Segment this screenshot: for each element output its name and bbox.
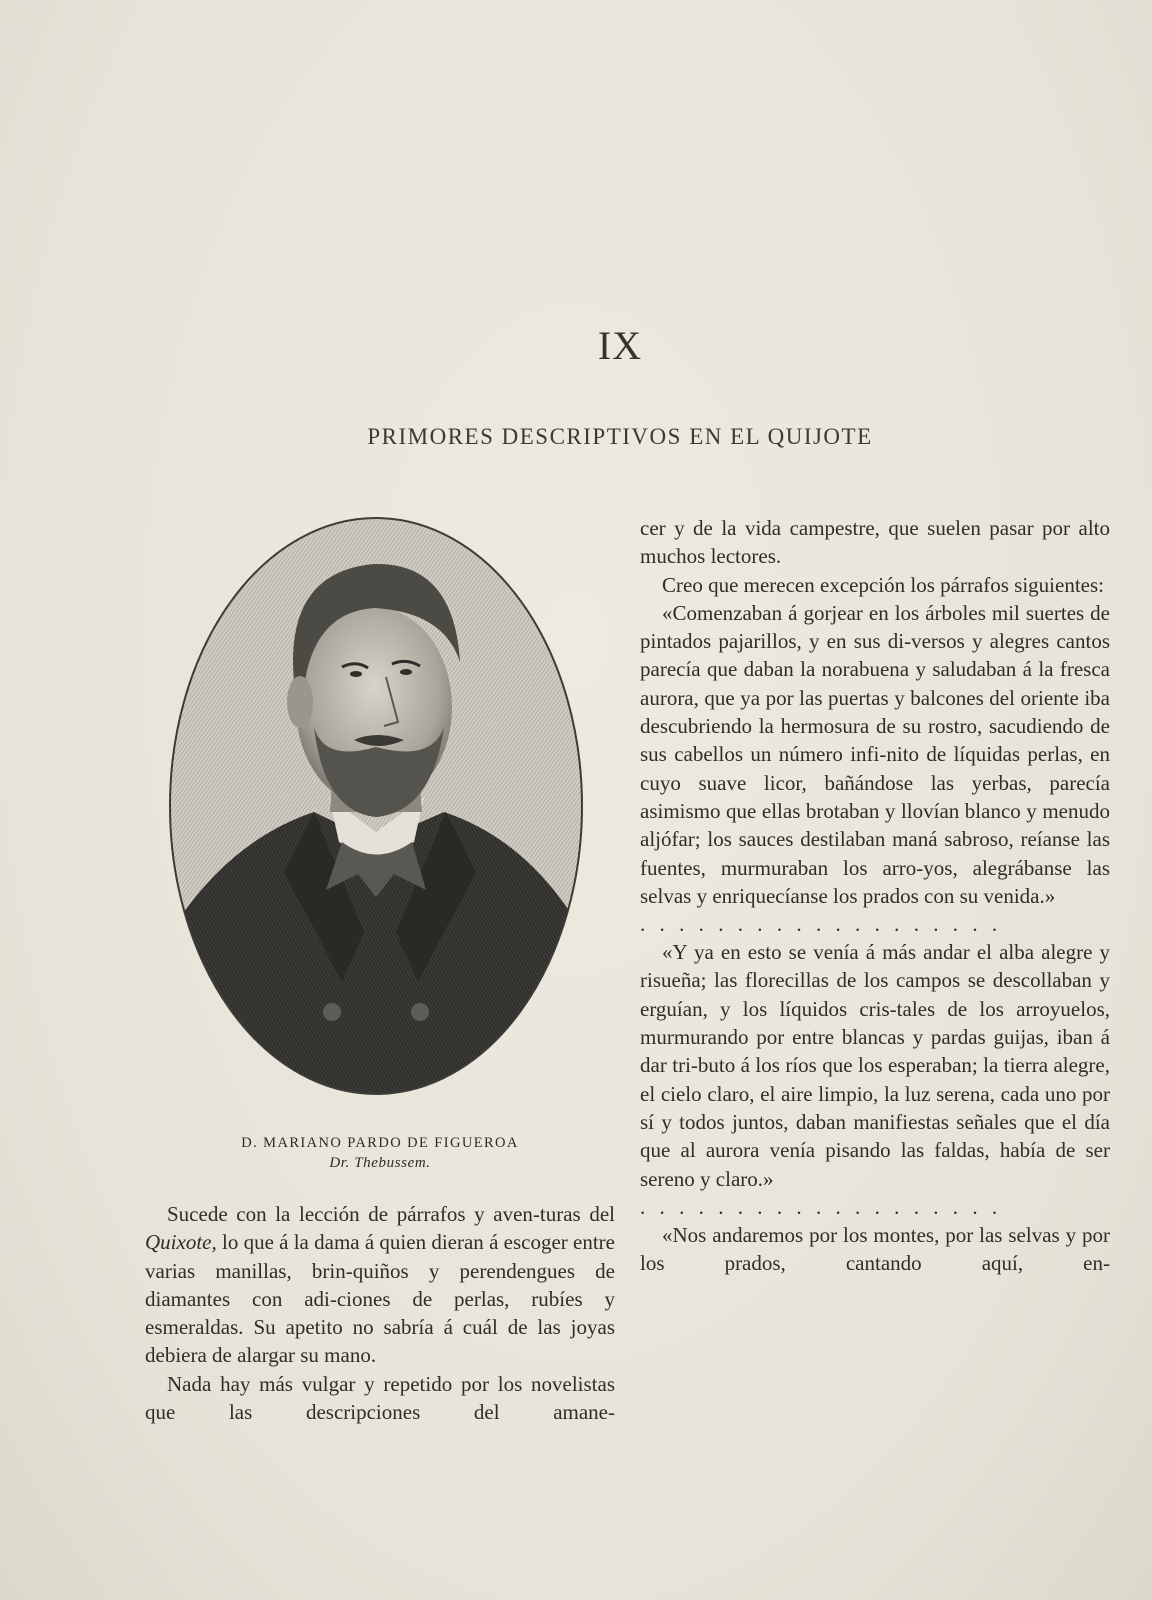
chapter-number: IX — [597, 323, 643, 368]
portrait-engraving — [164, 512, 588, 1100]
right-paragraph-1: cer y de la vida campestre, que suelen pasar por alto muchos lectores. — [640, 516, 1110, 569]
right-column — [640, 514, 1110, 1277]
chapter-title: PRIMORES DESCRIPTIVOS EN EL QUIJOTE — [367, 424, 873, 449]
ellipsis-separator-1: ................... — [640, 912, 1012, 937]
left-paragraph-2: Nada hay más vulgar y repetido por los novelistas que las descripciones del amane- — [145, 1371, 615, 1425]
quote-2: «Y ya en esto se venía á más andar el alba alegre y risueña; las florecillas de los campos se descollaban y erguían, y los líquidos cris-tales de los arroyuelos, murmurando por entre blancas y pardas guijas, iban á dar tri-buto á los ríos que los esperaban; la tierra alegre, el cielo claro, el aire limpio, la luz serena, cada uno por sí y todos juntos, daban manifiestas señales que el día que al aurora venía pisando las faldas, había de ser sereno y claro.» — [640, 940, 1110, 1191]
quote-1: «Comenzaban á gorjear en los árboles mil suertes de pintados pajarillos, y en sus di-versos y alegres cantos parecía que daban la norabuena y saludaban á la fresca aurora, que ya por las puertas y balcones del oriente iba descubriendo la hermosura de su rostro, sacudiendo de sus cabellos un número infi-nito de líquidas perlas, en cuyo suave licor, bañándose las yerbas, parecía asimismo que ellas brotaban y llovían blanco y menudo aljófar; los sauces destilaban maná sabroso, reíanse las fuentes, murmuraban los arro-yos, alegrábanse las selvas y enriquecíanse los prados con su venida.» — [640, 600, 1110, 908]
quote-3: «Nos andaremos por los montes, por las selvas y por los prados, cantando aquí, en- — [640, 1222, 1110, 1276]
portrait-caption — [180, 1133, 580, 1173]
portrait-alias: Dr. Thebussem. — [329, 1155, 431, 1171]
left-column — [145, 1200, 615, 1426]
portrait-name: D. MARIANO PARDO DE FIGUEROA — [241, 1135, 519, 1151]
left-paragraph-1: Sucede con la lección de párrafos y aven-turas del Quixote, lo que á la dama á quien dieran á escoger entre varias manillas, brin-quiños y perendengues de diamantes con adi-ciones de perlas, rubíes y esmeraldas. Su apetito no sabría á cuál de las joyas debiera de alargar su mano. — [145, 1202, 615, 1368]
quixote-title: Quixote, — [145, 1230, 217, 1255]
ellipsis-separator-2: ................... — [640, 1194, 1012, 1219]
right-paragraph-2: Creo que merecen excepción los párrafos siguientes: — [662, 572, 1104, 597]
